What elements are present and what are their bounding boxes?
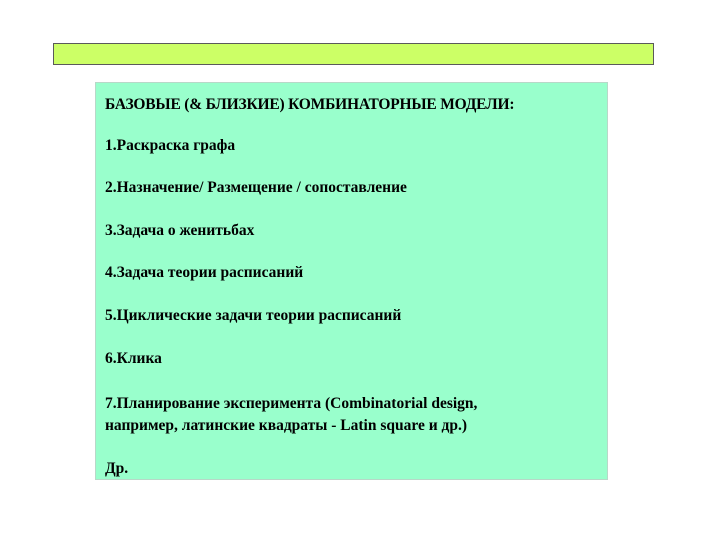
content-panel xyxy=(95,82,608,480)
list-item-clique: 6.Клика xyxy=(105,350,162,367)
list-item-marriage-problem: 3.Задача о женитьбах xyxy=(105,222,255,239)
list-item-scheduling: 4.Задача теории расписаний xyxy=(105,264,304,281)
list-item-experiment-design-continued: например, латинские квадраты - Latin square и др.) xyxy=(105,417,468,434)
list-item-other: Др. xyxy=(105,460,129,477)
list-item-cyclic-scheduling: 5.Циклические задачи теории расписаний xyxy=(105,307,402,324)
panel-heading: БАЗОВЫЕ (& БЛИЗКИЕ) КОМБИНАТОРНЫЕ МОДЕЛИ: xyxy=(105,96,515,113)
list-item-graph-coloring: 1.Раскраска графа xyxy=(105,137,236,154)
title-bar xyxy=(53,43,654,65)
list-item-assignment: 2.Назначение/ Размещение / сопоставление xyxy=(105,179,407,196)
list-item-experiment-design: 7.Планирование эксперимента (Combinatorial design, xyxy=(105,395,478,412)
